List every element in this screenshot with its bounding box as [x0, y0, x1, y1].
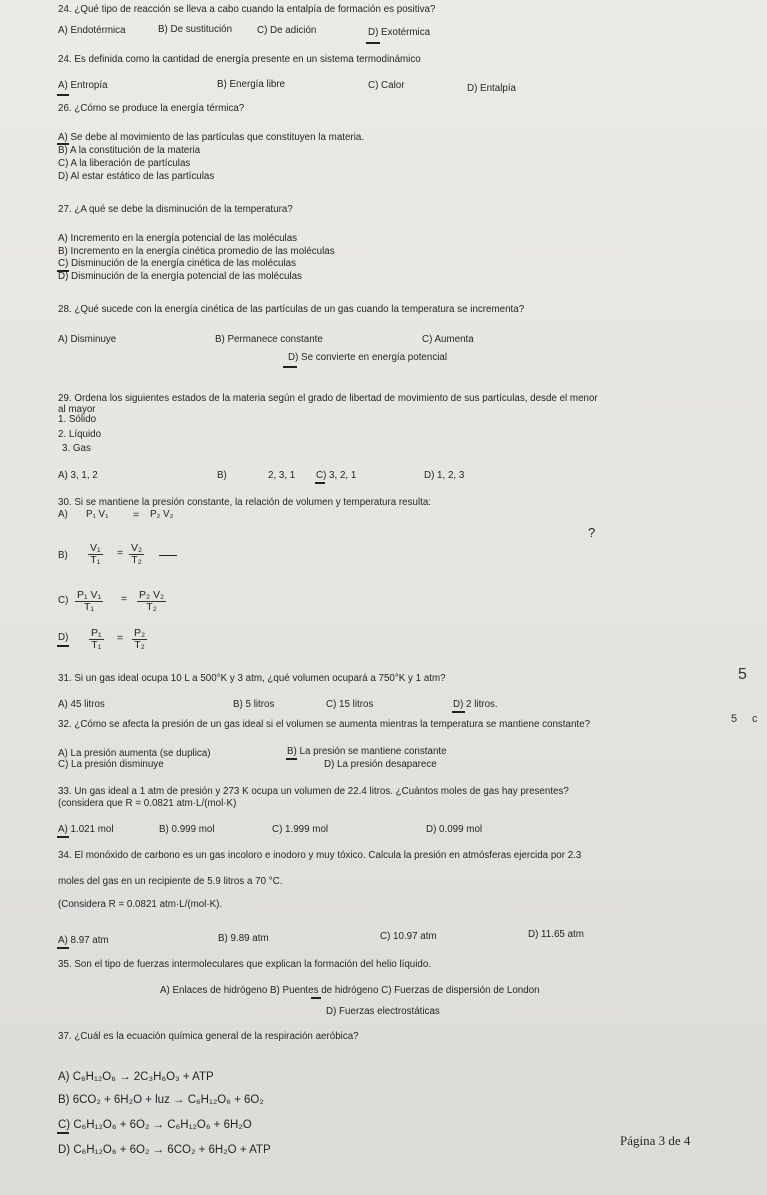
option-c: C) C₆H₁₂O₆ + 6O₂ → C₆H₁₂O₆ + 6H₂O — [58, 1119, 252, 1131]
option-c: C) Calor — [368, 80, 405, 91]
option-d: D) C₆H₁₂O₆ + 6O₂ → 6CO₂ + 6H₂O + ATP — [58, 1144, 271, 1156]
option-b: B) 0.999 mol — [159, 824, 215, 835]
equals-sign: = — [121, 593, 128, 605]
option-d: D) 1, 2, 3 — [424, 470, 465, 481]
option-a: A) C₆H₁₂O₆ → 2C₃H₆O₃ + ATP — [58, 1071, 214, 1083]
fraction-v1-t1: $\frac{\text{V₁}}{\text{T₁}}$ — [90, 542, 101, 566]
fraction-p2-t2: $\frac{\text{P₂}}{\text{T₂}}$ — [134, 627, 146, 651]
option-a: A) La presión aumenta (se duplica) — [58, 748, 211, 759]
fraction-p2v2-t2: $\frac{\text{P₂ V₂}}{\text{T₂}}$ — [139, 589, 165, 613]
option-a: A) Incremento en la energía potencial de las moléculas — [58, 233, 298, 244]
option-a-right: P₂ V₂ — [150, 509, 174, 520]
option-c: C) 3, 2, 1 — [316, 470, 357, 481]
option-c: C) Disminución de la energía cinética de las moléculas — [58, 258, 296, 269]
option-b-value: 2, 3, 1 — [268, 470, 296, 481]
margin-note: c — [752, 713, 758, 725]
question-35-text: 35. Son el tipo de fuerzas intermoleculares que explican la formación del helio líquido. — [58, 959, 432, 970]
option-a: A) 8.97 atm — [58, 935, 109, 946]
option-c: C) La presión disminuye — [58, 759, 164, 770]
option-b: B) 6CO₂ + 6H₂O + luz → C₆H₁₂O₆ + 6O₂ — [58, 1094, 264, 1106]
option-a-label: A) — [58, 509, 68, 520]
answer-mark — [311, 997, 321, 999]
answer-mark — [366, 42, 380, 44]
option-a: A) Se debe al movimiento de las partículas que constituyen la materia. — [58, 132, 365, 143]
option-a: A) 1.021 mol — [58, 824, 114, 835]
equals-sign: = — [117, 632, 124, 644]
option-c: C) 15 litros — [326, 699, 374, 710]
equals-sign: = — [117, 547, 124, 559]
option-d: D) 0.099 mol — [426, 824, 483, 835]
option-a: A) 3, 1, 2 — [58, 470, 98, 481]
question-30-text: 30. Si se mantiene la presión constante, la relación de volumen y temperatura resulta: — [58, 497, 432, 508]
options-abc: A) Enlaces de hidrógeno B) Puentes de hidrógeno C) Fuerzas de dispersión de London — [160, 985, 540, 996]
question-mark: ? — [588, 525, 596, 540]
option-a: A) Entropía — [58, 80, 108, 91]
option-d: D) Exotérmica — [368, 27, 431, 38]
option-d: D) La presión desaparece — [324, 759, 437, 770]
option-c: C) 10.97 atm — [380, 931, 437, 942]
option-c: C) Aumenta — [422, 334, 474, 345]
answer-mark — [57, 94, 69, 96]
question-33-text: 33. Un gas ideal a 1 atm de presión y 273 K ocupa un volumen de 22.4 litros. ¿Cuántos moles de gas hay presentes? — [58, 786, 569, 797]
margin-note: 5 — [738, 666, 747, 683]
option-a: A) 45 litros — [58, 699, 105, 710]
option-d: D) 11.65 atm — [528, 929, 584, 940]
option-b: B) Permanece constante — [215, 334, 323, 345]
answer-mark — [452, 711, 465, 713]
answer-mark — [315, 482, 325, 484]
option-c: C) 1.999 mol — [272, 824, 329, 835]
option-a: A) Endotérmica — [58, 25, 126, 36]
option-a-left: P₁ V₁ — [86, 509, 109, 520]
answer-mark — [57, 836, 69, 838]
question-28-text: 28. ¿Qué sucede con la energía cinética de las partículas de un gas cuando la temperatura se incrementa? — [58, 304, 525, 315]
option-d: D) Al estar estático de las partículas — [58, 171, 215, 182]
answer-line — [159, 555, 177, 556]
option-c: C) A la liberación de partículas — [58, 158, 191, 169]
option-b: B) La presión se mantiene constante — [287, 746, 447, 757]
list-item-3: 3. Gas — [62, 443, 91, 454]
answer-mark — [57, 947, 69, 949]
question-37-text: 37. ¿Cuál es la ecuación química general de la respiración aeróbica? — [58, 1031, 359, 1042]
list-item-1: 1. Sólido — [58, 414, 97, 425]
option-b: B) Energía libre — [217, 79, 286, 90]
margin-note: 5 — [731, 713, 738, 725]
question-29-text: 29. Ordena los siguientes estados de la materia según el grado de libertad de movimiento de sus partículas, desde el menor — [58, 393, 598, 404]
option-d: D) Se convierte en energía potencial — [288, 352, 448, 363]
question-29-text-cont: al mayor — [58, 404, 96, 415]
question-34-text-cont: moles del gas en un recipiente de 5.9 litros a 70 °C. — [58, 876, 283, 887]
option-b: B) De sustitución — [158, 24, 233, 35]
answer-mark — [57, 1132, 69, 1134]
fraction-p1v1-t1: $\frac{\text{P₁ V₁}}{\text{T₁}}$ — [77, 589, 102, 613]
question-24a-text: 24. ¿Qué tipo de reacción se lleva a cabo cuando la entalpía de formación es positiva? — [58, 4, 436, 15]
option-b-label: B) — [58, 550, 68, 561]
question-26-text: 26. ¿Cómo se produce la energía térmica? — [58, 103, 245, 114]
question-33-text-cont: (considera que R = 0.0821 atm·L/(mol·K) — [58, 798, 237, 809]
answer-mark — [286, 758, 297, 760]
page-number: Página 3 de 4 — [620, 1133, 691, 1148]
list-item-2: 2. Líquido — [58, 429, 102, 440]
question-27-text: 27. ¿A qué se debe la disminución de la temperatura? — [58, 204, 293, 215]
option-b-label: B) — [217, 470, 227, 481]
answer-mark — [283, 366, 297, 368]
answer-mark — [57, 645, 69, 647]
option-c: C) De adición — [257, 25, 317, 36]
option-d: D) 2 litros. — [453, 699, 498, 710]
option-a: A) Disminuye — [58, 334, 117, 345]
option-d: D) Fuerzas electrostáticas — [326, 1006, 440, 1017]
question-24b-text: 24. Es definida como la cantidad de energía presente en un sistema termodinámico — [58, 54, 421, 65]
option-c-label: C) — [58, 595, 69, 606]
question-31-text: 31. Si un gas ideal ocupa 10 L a 500°K y 3 atm, ¿qué volumen ocupará a 750°K y 1 atm? — [58, 673, 446, 684]
option-b: B) 5 litros — [233, 699, 275, 710]
option-d: D) Disminución de la energía potencial de las moléculas — [58, 271, 302, 282]
option-b: B) Incremento en la energía cinética promedio de las moléculas — [58, 246, 335, 257]
equals-sign: = — [133, 509, 140, 521]
option-b: B) A la constitución de la materia — [58, 145, 201, 156]
fraction-v2-t2: $\frac{\text{V₂}}{\text{T₂}}$ — [131, 542, 143, 566]
option-d-label: D) — [58, 632, 69, 643]
option-b: B) 9.89 atm — [218, 933, 269, 944]
question-34-text: 34. El monóxido de carbono es un gas incoloro e inodoro y muy tóxico. Calcula la presión en atmósferas ejercida por 2.3 — [58, 850, 582, 861]
option-d: D) Entalpía — [467, 83, 517, 94]
question-34-note: (Considera R = 0.0821 atm·L/(mol·K). — [58, 899, 223, 910]
question-32-text: 32. ¿Cómo se afecta la presión de un gas ideal si el volumen se aumenta mientras la temperatura se mantiene constante? — [58, 719, 591, 730]
fraction-p1-t1: $\frac{\text{P₁}}{\text{T₁}}$ — [91, 627, 102, 651]
